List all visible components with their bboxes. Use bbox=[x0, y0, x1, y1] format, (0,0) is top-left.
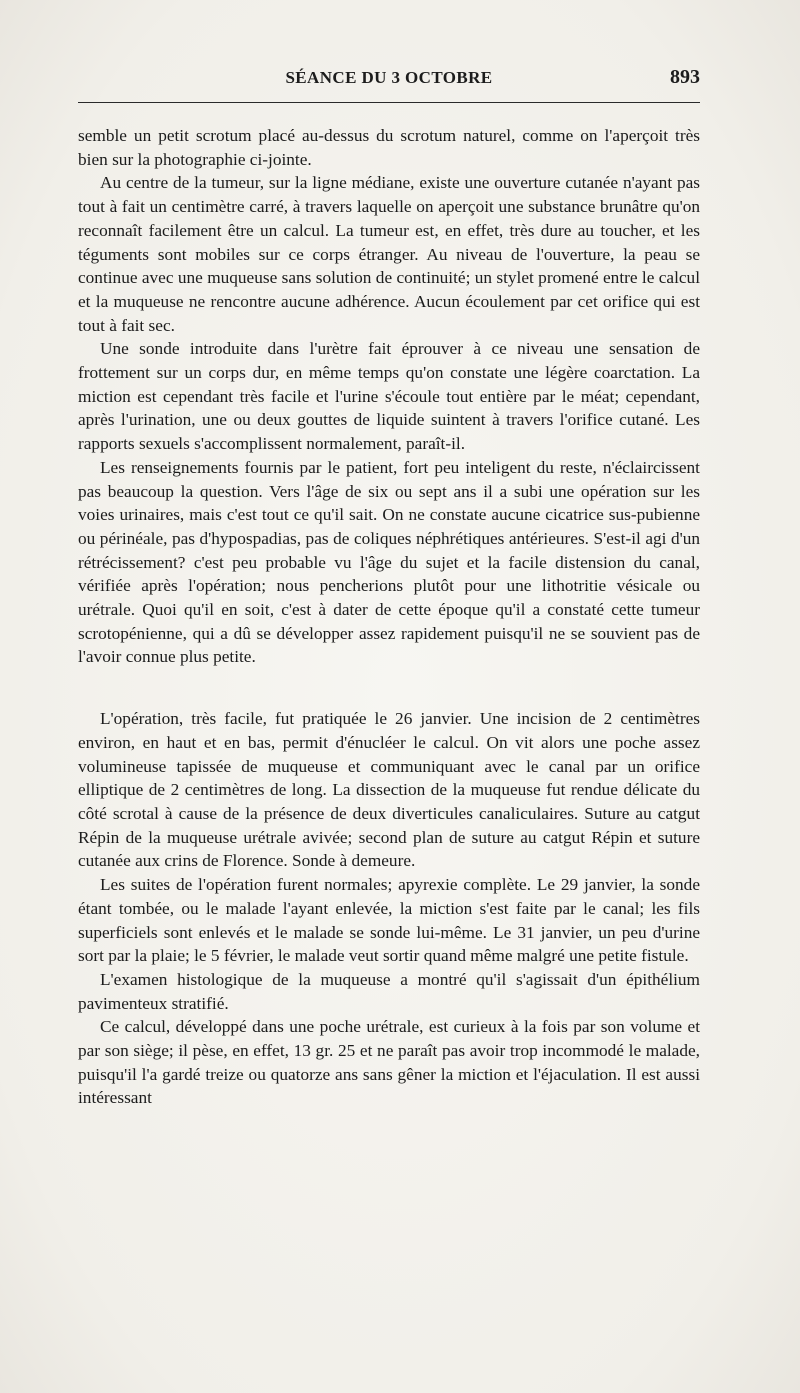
paragraph-continuation: semble un petit scrotum placé au-dessus du scrotum naturel, comme on l'aperçoit très bien sur la photographie ci-jointe. bbox=[78, 126, 700, 169]
paragraph-calculus-discussion: Ce calcul, développé dans une poche urétrale, est curieux à la fois par son volume et par son siège; il pèse, en effet, 13 gr. 25 et ne paraît pas avoir trop incommodé le malade, puisqu'il l'a gardé treize ou quatorze ans sans gêner la miction et l'éjaculation. Il est aussi intéressant bbox=[78, 1017, 700, 1108]
running-title: SÉANCE DU 3 OCTOBRE bbox=[285, 68, 493, 87]
page-header bbox=[78, 66, 700, 96]
header-rule bbox=[78, 102, 700, 103]
paragraph-probe-exam: Une sonde introduite dans l'urètre fait éprouver à ce niveau une sensation de frottement sur un corps dur, en même temps qu'on constate une légère coarctation. La miction est cependant très facile et l'urine s'écoule tout entière par le méat; cependant, après l'urination, une ou deux gouttes de liquide suintent à travers l'orifice cutané. Les rapports sexuels s'accomplissent normalement, paraît-il. bbox=[78, 339, 700, 454]
paragraph-post-operative: Les suites de l'opération furent normales; apyrexie complète. Le 29 janvier, la sonde étant tombée, ou le malade l'ayant enlevée, la miction s'est faite par le canal; les fils superficiels sont enlevés et le malade se sonde lui-même. Le 31 janvier, un peu d'urine sort par la plaie; le 5 février, le malade veut sortir quand même malgré une petite fistule. bbox=[78, 875, 700, 966]
page-number: 893 bbox=[670, 66, 700, 88]
paragraph-tumor-description: Au centre de la tumeur, sur la ligne médiane, existe une ouverture cutanée n'ayant pas tout à fait un centimètre carré, à travers laquelle on aperçoit une substance brunâtre qu'on reconnaît facilement être un calcul. La tumeur est, en effet, très dure au toucher, et les téguments sont mobiles sur ce corps étranger. Au niveau de l'ouverture, la peau se continue avec une muqueuse sans solution de continuité; un stylet promené entre le calcul et la muqueuse ne rencontre aucune adhérence. Aucun écoulement par cet orifice qui est tout à fait sec. bbox=[78, 173, 700, 335]
paragraph-patient-history: Les renseignements fournis par le patient, fort peu inteligent du reste, n'éclaircissent pas beaucoup la question. Vers l'âge de six ou sept ans il a subi une opération sur les voies urinaires, mais c'est tout ce qu'il sait. On ne constate aucune cicatrice sus-pubienne ou périnéale, pas d'hypospadias, pas de coliques néphrétiques antérieures. S'est-il agi d'un rétrécissement? c'est peu probable vu l'âge du sujet et la facile distension du canal, vérifiée après l'opération; nous pencherions plutôt pour une lithotritie vésicale ou urétrale. Quoi qu'il en soit, c'est à dater de cette époque qu'il a constaté cette tumeur scrotopénienne, qui a dû se développer assez rapidement puisqu'il ne se souvient pas de l'avoir connue plus petite. bbox=[78, 457, 700, 667]
paragraph-operation: L'opération, très facile, fut pratiquée le 26 janvier. Une incision de 2 centimètres environ, en haut et en bas, permit d'énucléer le calcul. On vit alors une poche assez volumineuse tapissée de muqueuse et communiquant avec le canal par un orifice elliptique de 2 centimètres de long. La dissection de la muqueuse fut rendue délicate du côté scrotal à cause de la présence de deux diverticules canaliculaires. Suture au catgut Répin de la muqueuse urétrale avivée; second plan de suture au catgut Répin et suture cutanée aux crins de Florence. Sonde à demeure. bbox=[78, 709, 700, 871]
section-gap bbox=[78, 669, 700, 707]
body-text bbox=[78, 124, 700, 1110]
paragraph-histology: L'examen histologique de la muqueuse a montré qu'il s'agissait d'un épithélium pavimenteux stratifié. bbox=[78, 969, 700, 1013]
